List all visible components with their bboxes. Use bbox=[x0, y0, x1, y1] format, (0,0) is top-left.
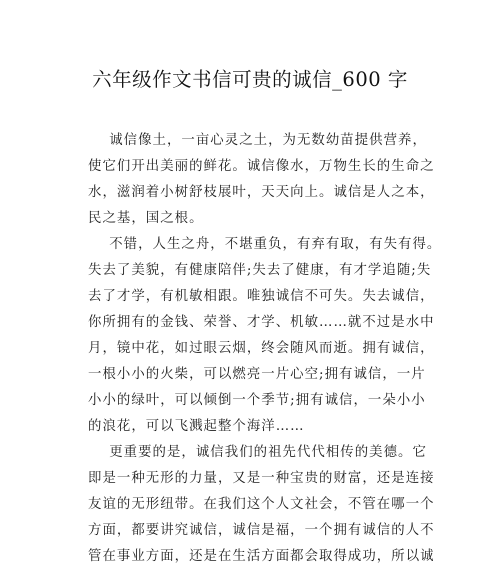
text-line: 不错，人生之舟，不堪重负，有弃有取，有失有得。 bbox=[88, 237, 442, 252]
text-line: 方面，都要讲究诚信，诚信是福，一个拥有诚信的人不 bbox=[88, 523, 435, 538]
text-line: 一根小小的火柴，可以燃亮一片心空;拥有诚信，一片 bbox=[88, 367, 426, 382]
article-title: 六年级作文书信可贵的诚信_600 字 bbox=[92, 68, 408, 91]
text-line: 管在事业方面，还是在生活方面都会取得成功，所以诚 bbox=[88, 549, 435, 564]
text-line: 诚信像土，一亩心灵之土，为无数幼苗提供营养， bbox=[88, 133, 427, 148]
text-line: 你所拥有的金钱、荣誉、才学、机敏……就不过是水中 bbox=[88, 315, 435, 330]
text-line: 去了才学，有机敏相跟。唯独诚信不可失。失去诚信， bbox=[88, 289, 435, 304]
text-line: 月，镜中花，如过眼云烟，终会随风而逝。拥有诚信， bbox=[88, 341, 435, 356]
text-line: 水，滋润着小树舒枝展叶，天天向上。诚信是人之本， bbox=[88, 185, 435, 200]
text-line: 更重要的是，诚信我们的祖先代代相传的美德。它 bbox=[88, 445, 427, 460]
text-line: 民之基，国之根。 bbox=[88, 211, 204, 226]
text-line: 失去了美貌，有健康陪伴;失去了健康，有才学追随;失 bbox=[88, 263, 432, 278]
text-line: 小小的绿叶，可以倾倒一个季节;拥有诚信，一朵小小 bbox=[88, 393, 426, 408]
text-line: 的浪花，可以飞溅起整个海洋…… bbox=[88, 419, 305, 434]
article-body bbox=[88, 128, 442, 566]
text-line: 使它们开出美丽的鲜花。诚信像水，万物生长的生命之 bbox=[88, 159, 435, 174]
text-line: 友谊的无形纽带。在我们这个人文社会，不管在哪一个 bbox=[88, 497, 435, 512]
text-line: 即是一种无形的力量，又是一种宝贵的财富，还是连接 bbox=[88, 471, 435, 486]
